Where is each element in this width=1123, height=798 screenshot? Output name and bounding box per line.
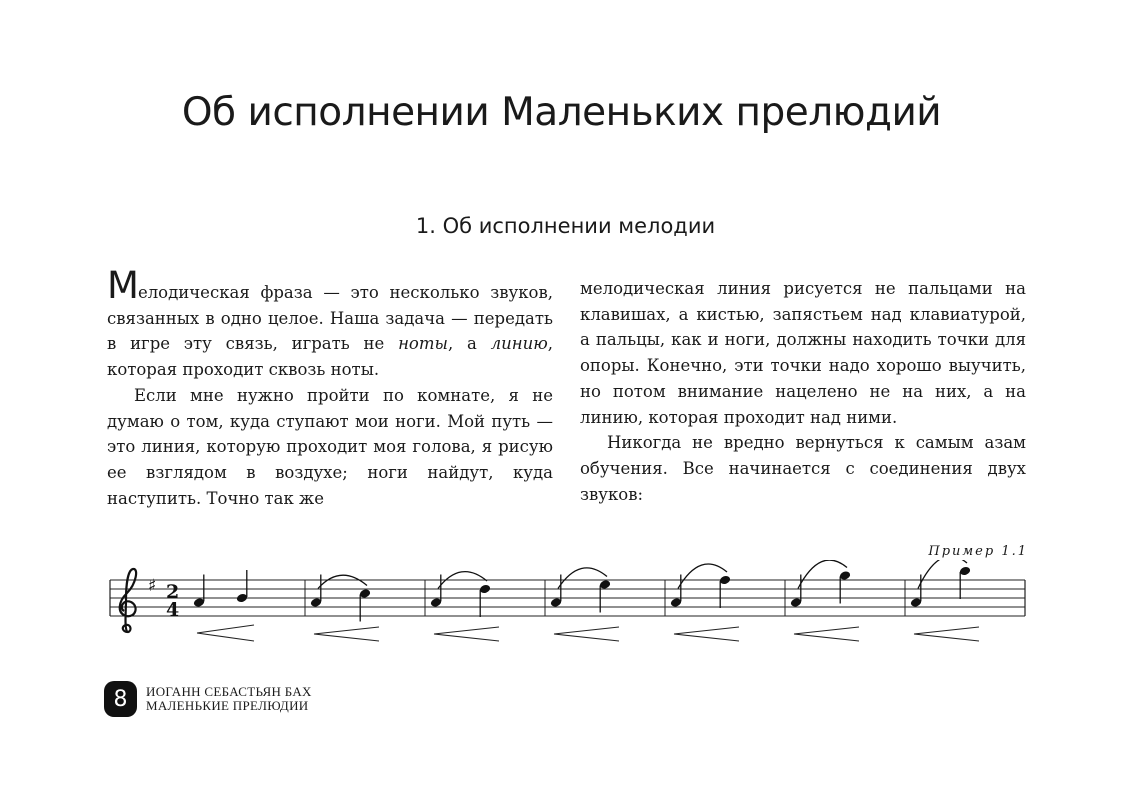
crescendo-hairpin xyxy=(314,627,379,641)
slur xyxy=(318,575,367,588)
footer-author: ИОГАНН СЕБАСТЬЯН БАХ xyxy=(146,684,312,699)
text-column-right xyxy=(580,276,1026,507)
paragraph-1 xyxy=(107,264,553,383)
crescendo-hairpin xyxy=(434,627,499,641)
section-heading: 1. Об исполнении мелодии xyxy=(415,214,716,238)
footer-book-title: МАЛЕНЬКИЕ ПРЕЛЮДИИ xyxy=(146,698,309,713)
page-footer xyxy=(104,681,312,717)
paragraph-1-text-a: елодическая фраза — это несколько звуков, связанных в одно целое. Наша задача — передать в игре эту связь, играть не xyxy=(107,283,553,354)
page-title: Об исполнении Маленьких прелюдий xyxy=(181,90,942,135)
slur xyxy=(558,568,607,589)
text-column-left xyxy=(107,264,553,511)
paragraph-4: Никогда не вредно вернуться к самым азам обучения. Все начинается с соединения двух звуков: xyxy=(580,433,1026,504)
paragraph-2: Если мне нужно пройти по комнате, я не думаю о том, куда ступают мои ноги. Мой путь — это линия, которую проходит моя голова, я рисую ее взглядом в воздухе; ноги найдут, куда наступить. Точно так же xyxy=(107,385,553,508)
time-signature-top: 2 xyxy=(166,581,180,603)
treble-clef-icon xyxy=(120,569,136,632)
crescendo-hairpin xyxy=(554,627,619,641)
drop-cap: М xyxy=(107,264,138,307)
paragraph-3: мелодическая линия рисуется не пальцами на клавишах, а кистью, запястьем над клавиатурой, а пальцы, как и ноги, должны находить точки для опоры. Конечно, эти точки надо хорошо выучить, но потом внимание нацелено не на них, а на линию, которая проходит над ними. xyxy=(580,279,1026,427)
crescendo-hairpin xyxy=(914,627,979,641)
example-label: Пример 1.1 xyxy=(928,544,1028,559)
sharp-sign: ♯ xyxy=(148,576,157,596)
emphasis-line: линию xyxy=(490,334,548,354)
paragraph-1-text-b: , а xyxy=(447,334,491,354)
page-number: 8 xyxy=(104,681,137,717)
crescendo-hairpin xyxy=(197,625,254,641)
crescendo-hairpin xyxy=(674,627,739,641)
running-footer xyxy=(146,685,312,713)
time-signature-bottom: 4 xyxy=(166,599,180,621)
paragraph-1-text-c: , которая проходит сквозь ноты. xyxy=(107,334,553,380)
music-example xyxy=(0,560,1123,660)
crescendo-hairpin xyxy=(794,627,859,641)
emphasis-notes: ноты xyxy=(398,334,448,354)
